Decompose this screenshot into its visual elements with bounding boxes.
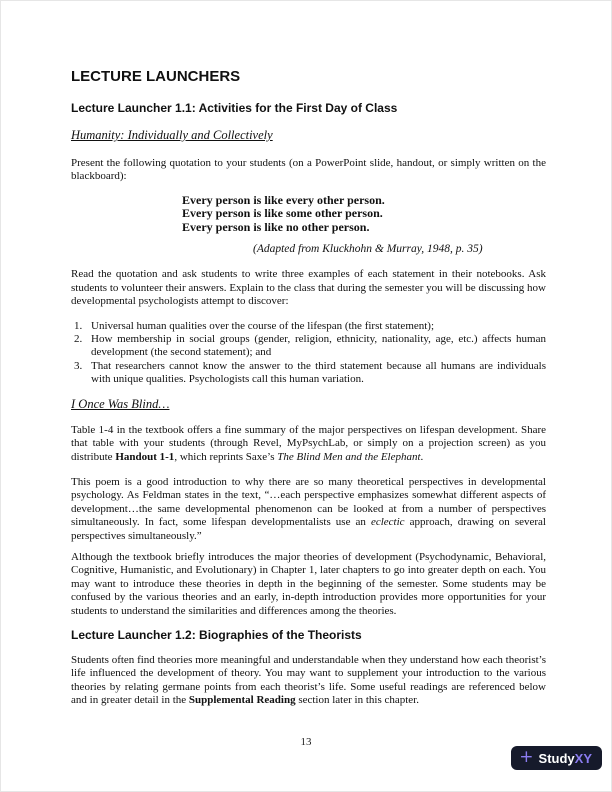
paragraph-segment: This poem is a good introduction to why there are so many theoretical perspectives in developmental psychology. As Feldman states in the text, “…each perspective emphasizes somewhat different aspects of development…the same developmental phenomenon can be looked at from a number of perspectives simultaneously. In fact, some lifespan developmentalists use an [71, 475, 546, 529]
paragraph-table-1-4 [71, 424, 546, 464]
quotation-attribution: (Adapted from Kluckhohn & Murray, 1948, p. 35) [253, 243, 483, 256]
subsection-heading-blind: I Once Was Blind… [71, 396, 170, 411]
paragraph-segment-bold: Supplemental Reading [188, 694, 296, 707]
section-heading-1-1: Lecture Launcher 1.1: Activities for the First Day of Class [71, 101, 398, 115]
list-item-number: 3. [74, 359, 83, 372]
list-item-text: Universal human qualities over the course of the lifespan (the first statement); [91, 319, 435, 332]
section-heading-1-2: Lecture Launcher 1.2: Biographies of the Theorists [71, 627, 362, 642]
quotation-line: Every person is like no other person. [182, 219, 370, 234]
studyxy-logo [511, 746, 602, 770]
list-item-number: 1. [74, 319, 83, 332]
paragraph-segment-bold: Handout 1-1 [115, 450, 175, 463]
paragraph-present-quotation: Present the following quotation to your students (on a PowerPoint slide, handout, or simply written on the blackboard): [71, 157, 546, 183]
paragraph-segment: section later in this chapter. [295, 694, 419, 707]
paragraph-segment: . [420, 450, 424, 463]
subsection-heading-humanity: Humanity: Individually and Collectively [71, 128, 273, 142]
paragraph-segment: Table 1-4 in the textbook offers a fine summary of the major perspectives on lifespan development. Share that table with your students (through Revel, MyPsychLab, or simply on a projection screen) as you distribute [71, 423, 546, 463]
paragraph-students-theories [71, 654, 546, 708]
page-number: 13 [300, 736, 312, 748]
quotation-block [182, 194, 546, 234]
quotation-line: Every person is like every other person. [182, 192, 385, 207]
paragraph-segment-italic: The Blind Men and the Elephant [277, 450, 421, 463]
paragraph-segment: Students often find theories more meaningful and understandable when they understand how each theorist’s life influenced the development of theory. You may want to supplement your introduction to the various theories by relating germane points from each theorist’s life. Some useful readings are referenced below and in greater detail in the [71, 653, 546, 707]
list-item-text: That researchers cannot know the answer to the third statement because all humans are individuals with unique qualities. Psychologists call this human variation. [91, 359, 546, 386]
paragraph-poem-intro [71, 476, 546, 543]
brand-name-main: Study [538, 750, 575, 766]
paragraph-although-theories: Although the textbook briefly introduces the major theories of development (Psychodynamic, Behavioral, Cognitive, Humanistic, and Evolutionary) in Chapter 1, later chapters to go into greater depth on each. You may want to introduce these theories in depth in the beginning of the semester. Some students may be confused by the various theories and an early, in-depth introduction provides more opportunities for your students to understand the similarities and differences among the theories. [71, 550, 546, 617]
paragraph-segment: , which reprints Saxe’s [174, 450, 278, 463]
list-item [71, 360, 546, 387]
paragraph-segment-italic: eclectic [370, 516, 405, 529]
paragraph-read-quotation: Read the quotation and ask students to write three examples of each statement in their notebooks. Ask students to volunteer their answers. Explain to the class that during the semester you will be discussing how developmental psychologists attempt to discover: [71, 268, 546, 308]
page-content [71, 1, 546, 708]
list-item [71, 320, 546, 333]
brand-name-accent: XY [574, 750, 592, 766]
page-title: LECTURE LAUNCHERS [71, 68, 241, 85]
list-item [71, 333, 546, 360]
numbered-list [71, 320, 546, 387]
list-item-number: 2. [74, 333, 83, 346]
list-item-text: How membership in social groups (gender, religion, ethnicity, nationality, age, etc.) affects human development (the second statement); and [91, 333, 546, 359]
quotation-line: Every person is like some other person. [182, 206, 383, 221]
paragraph-segment: approach, drawing on several perspectives simultaneously.” [71, 516, 546, 542]
plus-icon: + [519, 746, 534, 767]
studyxy-logo-text [539, 752, 592, 765]
